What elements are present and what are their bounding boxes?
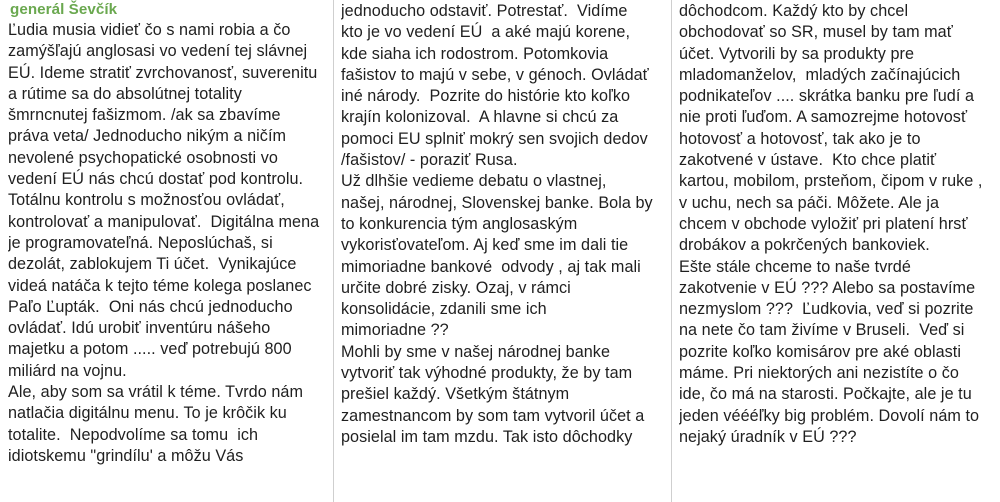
column-2-body (341, 1, 666, 448)
column-3-body (679, 1, 997, 448)
text-line: vytvoriť tak výhodné produkty, že by tam (341, 364, 633, 383)
column-divider-2 (671, 0, 672, 502)
text-line: nezmyslom ??? Ľudkovia, veď si pozrite (679, 300, 974, 319)
text-line: jednoducho odstaviť. Potrestať. Vidíme (341, 2, 628, 20)
text-column-2 (341, 0, 666, 502)
text-line: iné národy. Pozrite do histórie kto koľko (341, 87, 631, 106)
text-line: práva veta/ Jednoducho nikým a ničím (8, 127, 287, 146)
text-line: /fašistov/ - poraziť Rusa. (341, 151, 518, 170)
text-line: dezolát, zablokujem Ti účet. Vynikajúce (8, 255, 297, 274)
text-line: nevolené psychopatické osobnosti vo (8, 148, 278, 167)
text-line: krajín kolonizoval. A hlavne si chcú za (341, 108, 619, 127)
text-line: idiotskemu "grindílu' a môžu Vás (8, 446, 244, 465)
text-line: majetku a potom ..... veď potrebujú 800 (8, 340, 292, 359)
text-line: zakotvenie v EÚ ??? Alebo sa postavíme (679, 278, 976, 297)
text-line: to konkurencia tým anglosaským (341, 214, 578, 233)
text-line: kontrolovať a manipulovať. Digitálna mena (8, 212, 320, 231)
text-line: chcem v obchode vyložiť pri platení hrsť (679, 214, 968, 233)
text-line: Paľo Ľupták. Oni nás chcú jednoducho (8, 297, 293, 316)
text-line: miliárd na vojnu. (8, 361, 127, 380)
text-line: našej, národnej, Slovenskej banke. Bola by (341, 193, 653, 212)
text-line: nejaký úradník v EÚ ??? (679, 427, 857, 446)
text-line: posielal im tam mzdu. Tak isto dôchodky (341, 427, 633, 446)
text-line: a rútime sa do absolútnej totality (8, 84, 242, 103)
text-line: mladomanželov, mladých začínajúcich (679, 65, 961, 84)
text-line: kartou, mobilom, prsteňom, čipom v ruke , (679, 172, 983, 191)
text-line: videá natáča k tejto téme kolega poslanec (8, 276, 312, 295)
text-line: mimoriadne bankové odvody , aj tak mali (341, 257, 641, 276)
column-divider-1 (333, 0, 334, 502)
text-line: vykorisťovateľom. Aj keď sme im dali tie (341, 236, 629, 255)
text-line: je programovateľná. Neposlúchaš, si (8, 233, 273, 252)
text-line: Už dlhšie vedieme debatu o vlastnej, (341, 172, 607, 191)
text-line: dôchodcom. Každý kto by chcel (679, 2, 909, 20)
text-line: totalite. Nepodvolíme sa tomu ich (8, 425, 259, 444)
text-line: vedení EÚ nás chcú dostať pod kontrolu. (8, 170, 304, 189)
text-line: šmrncnutej fašizmom. /ak sa zbavíme (8, 106, 281, 125)
text-line: jeden véééľky big problém. Dovolí nám to (679, 406, 980, 425)
text-line: prešiel každý. Všetkým štátnym (341, 385, 570, 404)
text-line: v uchu, nech sa páči. Môžete. Ale ja (679, 193, 940, 212)
text-line: Ešte stále chceme to naše tvrdé (679, 257, 911, 276)
text-line: na nete čo tam živíme v Bruseli. Veď si (679, 321, 965, 340)
text-line: pozrite koľko komisárov pre aké oblasti (679, 342, 961, 361)
text-line: kto je vo vedení EÚ a aké majú korene, (341, 23, 630, 42)
text-line: hotovosť a hotovosť, tak ako je to (679, 129, 921, 148)
text-column-3 (679, 0, 997, 502)
text-line: drobákov a pokrčených bankoviek. (679, 236, 930, 255)
text-line: obchodovať so SR, musel by tam mať (679, 23, 953, 42)
text-line: natlačia digitálnu menu. To je krôčik ku (8, 404, 287, 423)
text-line: máme. Pri niektorých ani nezistíte o čo (679, 364, 959, 383)
text-line: nie proti ľuďom. A samozrejme hotovosť (679, 108, 968, 127)
text-line: určite dobré zisky. Ozaj, v rámci (341, 278, 571, 297)
author-name[interactable]: generál Ševčík (10, 1, 118, 18)
text-line: ovládať. Idú urobiť inventúru nášeho (8, 319, 271, 338)
text-line: zamýšľajú anglosasi vo vedení tej slávnej (8, 42, 308, 61)
text-line: ide, čo má na starosti. Počkajte, ale je tu (679, 385, 972, 404)
text-line: zakotvené v ústave. Kto chce platiť (679, 151, 937, 170)
text-line: Ľudia musia vidieť čo s nami robia a čo (8, 21, 291, 39)
text-line: kde siaha ich rodostrom. Potomkovia (341, 44, 609, 63)
text-line: Totálnu kontrolu s možnosťou ovládať, (8, 191, 285, 210)
text-column-1 (8, 0, 326, 502)
column-1-body (8, 20, 326, 467)
text-line: Ale, aby som sa vrátil k téme. Tvrdo nám (8, 383, 303, 402)
text-line: Mohli by sme v našej národnej banke (341, 342, 610, 361)
text-line: pomoci EU splniť mokrý sen svojich dedov (341, 129, 648, 148)
text-line: mimoriadne ?? (341, 321, 449, 340)
text-line: fašistov to majú v sebe, v génoch. Ovládať (341, 65, 649, 84)
text-line: zamestnancom by som tam vytvoril účet a (341, 406, 645, 425)
text-line: EÚ. Ideme stratiť zvrchovanosť, suverenitu (8, 63, 318, 82)
text-line: konsolidácie, zdanili sme ich (341, 300, 547, 319)
text-line: podnikateľov .... skrátka banku pre ľudí a (679, 87, 974, 106)
text-line: účet. Vytvorili by sa produkty pre (679, 44, 915, 63)
